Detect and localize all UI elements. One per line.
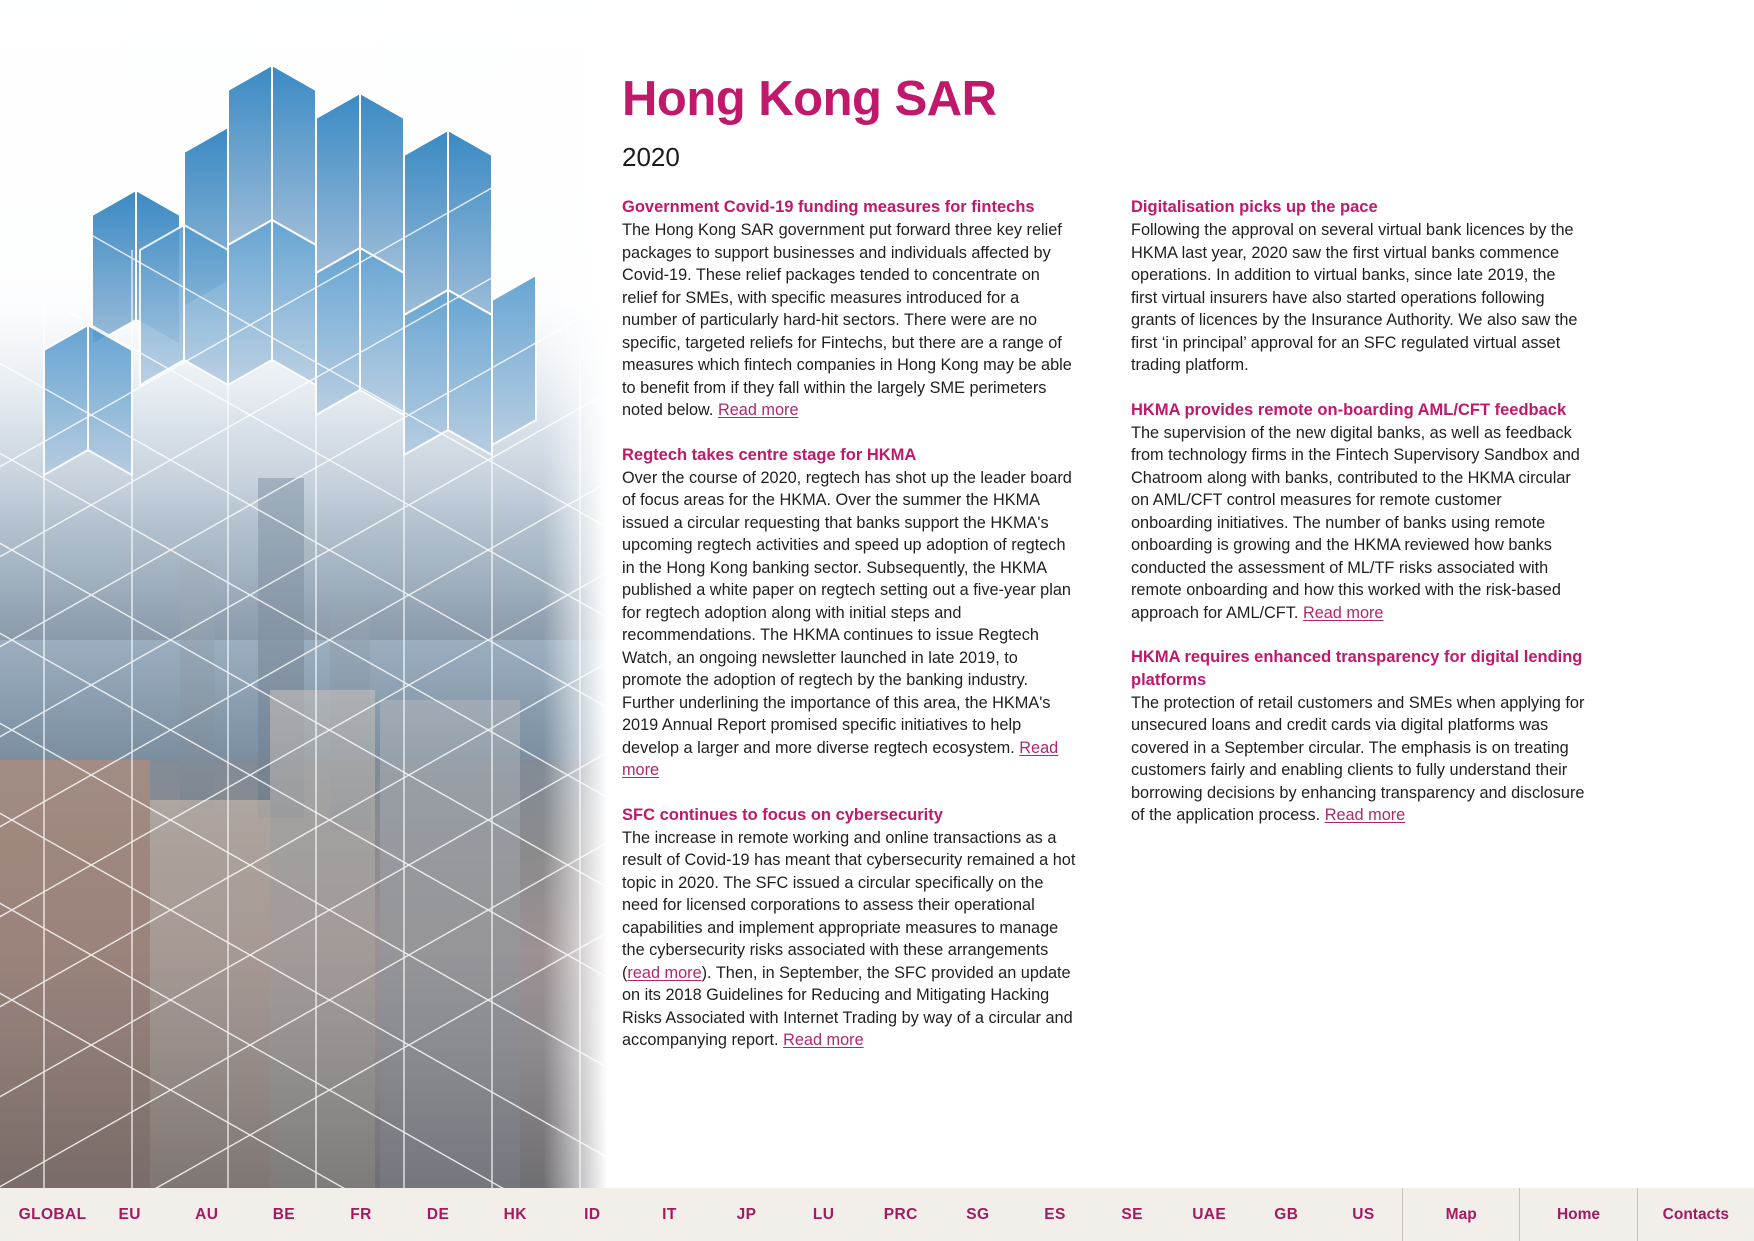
section-regtech-centre-stage: [622, 444, 1077, 782]
nav-link-home[interactable]: Home: [1519, 1188, 1636, 1241]
page-title: Hong Kong SAR: [622, 72, 997, 126]
nav-country-de[interactable]: DE: [426, 1206, 450, 1223]
nav-country-gb[interactable]: GB: [1274, 1206, 1299, 1223]
section-heading: Regtech takes centre stage for HKMA: [622, 445, 917, 464]
read-more-link[interactable]: Read more: [717, 401, 799, 420]
section-body-text: The increase in remote working and online transactions as a result of Covid-19 has meant that cybersecurity remained a hot topic in 2020. The SFC issued a circular specifically on the need for licensed corporations to assess their operational capabilities and implement appropriate measures to manage the cybersecurity risks associated with these arrangements (: [622, 828, 1076, 982]
section-body: [622, 827, 1077, 1052]
read-more-link[interactable]: Read more: [1302, 603, 1384, 622]
skyline-block-foreground-right: [380, 700, 520, 1188]
section-heading: Digitalisation picks up the pace: [1131, 198, 1378, 216]
nav-country-hk[interactable]: HK: [503, 1206, 527, 1223]
footer-navigation: [0, 1188, 1754, 1241]
nav-country-prc[interactable]: PRC: [883, 1206, 918, 1223]
read-more-link[interactable]: Read more: [1324, 806, 1406, 825]
article-content: [613, 0, 1754, 1188]
nav-country-eu[interactable]: EU: [118, 1206, 141, 1223]
section-heading: HKMA provides remote on-boarding AML/CFT feedback: [1131, 400, 1567, 419]
nav-country-us[interactable]: US: [1352, 1206, 1375, 1223]
skyline-block-foreground-mid: [150, 800, 270, 1188]
nav-country-jp[interactable]: JP: [736, 1206, 757, 1223]
read-more-link[interactable]: Read more: [783, 1031, 864, 1050]
skyline-tower-a: [180, 560, 214, 810]
read-more-link[interactable]: Read more: [622, 738, 1059, 780]
nav-country-se[interactable]: SE: [1121, 1206, 1143, 1223]
nav-country-lu[interactable]: LU: [812, 1206, 835, 1223]
section-digitalisation-pace: [1131, 196, 1586, 377]
section-body: [1131, 219, 1586, 376]
page-year: 2020: [622, 142, 680, 172]
nav-country-au[interactable]: AU: [195, 1206, 219, 1223]
hero-image: [0, 0, 613, 1188]
two-column-layout: [622, 196, 1744, 1074]
country-nav-group: [0, 1188, 1402, 1241]
section-hkma-digital-lending: [1131, 646, 1586, 826]
skyline-block-tall-right: [270, 690, 375, 1188]
section-body: [622, 219, 1077, 421]
section-body-text-continued: ). Then, in September, the SFC provided an update on its 2018 Guidelines for Reducing and Mitigating Hacking Risks Associated with Internet Trading by way of a circular and accompanying report.: [622, 963, 1073, 1050]
nav-link-contacts[interactable]: Contacts: [1637, 1188, 1754, 1241]
section-body-text: Following the approval on several virtual bank licences by the HKMA last year, 2020 saw the first virtual banks commence operations. In addition to virtual banks, since late 2019, the first virtual insurers have also started operations following grants of licences by the Insurance Authority. We also saw the first ‘in principal’ approval for an SFC regulated virtual asset trading platform.: [1131, 221, 1578, 375]
section-hkma-remote-onboarding: [1131, 399, 1586, 625]
nav-country-es[interactable]: ES: [1044, 1206, 1066, 1223]
nav-country-be[interactable]: BE: [272, 1206, 296, 1223]
section-body-text: The protection of retail customers and SMEs when applying for unsecured loans and credit cards via digital platforms was covered in a September circular. The emphasis is on treating customers fairly and enabling clients to fully understand their borrowing decisions by enhancing transparency and disclosure of the application process.: [1131, 693, 1585, 825]
section-body-text: The supervision of the new digital banks, as well as feedback from technology firms in the Fintech Supervisory Sandbox and Chatroom along with banks, contributed to the HKMA circular on AML/CFT control measures for remote customer onboarding initiatives. The number of banks using remote onboarding is growing and the HKMA reviewed how banks conducted the assessment of ML/TF risks associated with remote onboarding and how this worked with the risk-based approach for AML/CFT.: [1131, 423, 1580, 622]
nav-country-fr[interactable]: FR: [350, 1206, 372, 1223]
section-gov-covid-funding: [622, 196, 1077, 422]
read-more-link-inline[interactable]: read more: [627, 963, 702, 982]
nav-link-map[interactable]: Map: [1402, 1188, 1519, 1241]
section-body-text: Over the course of 2020, regtech has shot up the leader board of focus areas for the HKMA. Over the summer the HKMA issued a circular requesting that banks support the HKMA's upcoming regtech activities and speed up adoption of regtech in the Hong Kong banking sector. Subsequently, the HKMA published a white paper on regtech setting out a five-year plan for regtech adoption along with initial steps and recommendations. The HKMA continues to issue Regtech Watch, an ongoing newsletter launched in late 2019, to promote the adoption of regtech by the banking industry. Further underlining the importance of this area, the HKMA's 2019 Annual Report promised specific initiatives to help develop a larger and more diverse regtech ecosystem.: [622, 468, 1072, 757]
column-right: [1131, 196, 1586, 1074]
nav-country-it[interactable]: IT: [662, 1206, 677, 1223]
section-body-text: The Hong Kong SAR government put forward three key relief packages to support businesses and individuals affected by Covid-19. These relief packages tended to concentrate on relief for SMEs, with specific measures introduced for a number of particularly hard-hit sectors. There were are no specific, targeted reliefs for Fintechs, but there are a range of measures which fintech companies in Hong Kong may be able to benefit from if they fall within the largely SME perimeters noted below.: [622, 221, 1072, 420]
section-heading: HKMA requires enhanced transparency for digital lending platforms: [1131, 648, 1583, 689]
section-body: [622, 467, 1077, 782]
section-sfc-cybersecurity: [622, 804, 1077, 1052]
nav-country-global[interactable]: GLOBAL: [18, 1206, 87, 1223]
column-left: [622, 196, 1077, 1074]
hero-right-fade: [543, 0, 613, 1188]
section-heading: Government Covid-19 funding measures for fintechs: [622, 198, 1035, 216]
skyline-block-foreground-left: [0, 760, 150, 1188]
section-heading: SFC continues to focus on cybersecurity: [622, 805, 943, 824]
utility-nav-group: [1402, 1188, 1754, 1241]
nav-country-id[interactable]: ID: [584, 1206, 601, 1223]
section-body: [1131, 692, 1586, 827]
nav-country-uae[interactable]: UAE: [1192, 1206, 1227, 1223]
nav-country-sg[interactable]: SG: [966, 1206, 990, 1223]
section-body: [1131, 422, 1586, 624]
